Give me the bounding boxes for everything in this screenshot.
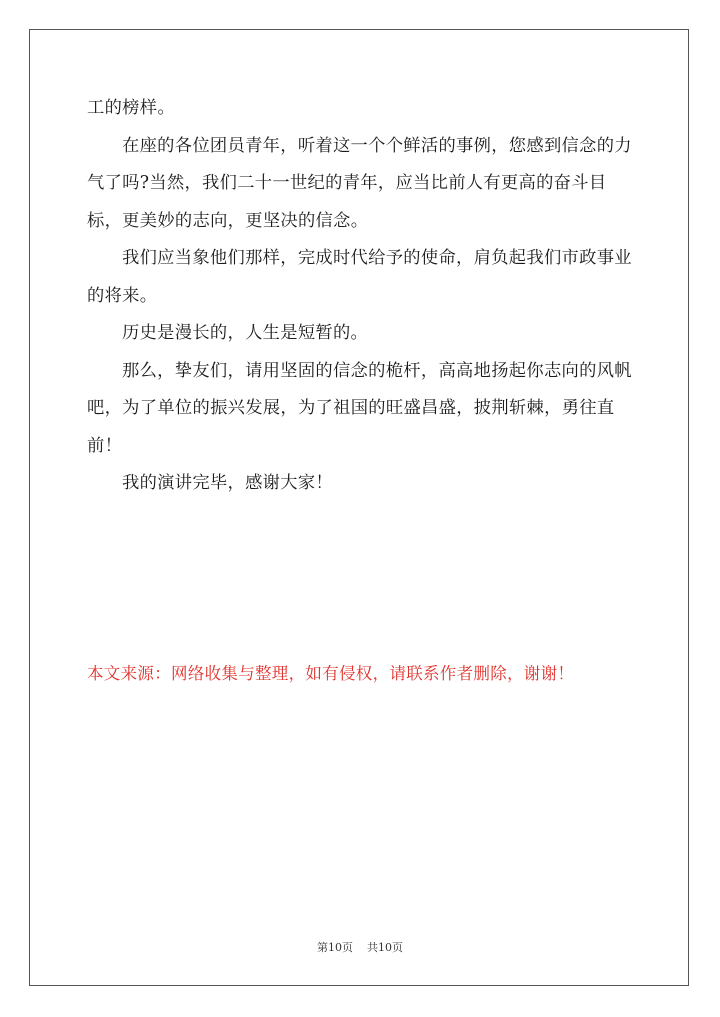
paragraph: 历史是漫长的，人生是短暂的。: [122, 323, 369, 343]
total-pages-label: 共10页: [367, 941, 403, 954]
paragraph-continuation: 工的榜样。: [87, 98, 175, 118]
paragraph: 我的演讲完毕，感谢大家！: [122, 473, 333, 493]
document-body: [87, 90, 637, 503]
paragraph: 我们应当象他们那样，完成时代给予的使命，肩负起我们市政事业的将来。: [87, 248, 632, 306]
page-footer: [0, 940, 720, 956]
paragraph: 在座的各位团员青年，听着这一个个鲜活的事例，您感到信念的力气了吗?当然，我们二十一世纪的青年，应当比前人有更高的奋斗目标，更美妙的志向，更坚决的信念。: [87, 135, 632, 231]
current-page-label: 第10页: [317, 941, 353, 954]
source-note: 本文来源：网络收集与整理，如有侵权，请联系作者删除，谢谢！: [87, 664, 575, 683]
paragraph: 那么，挚友们，请用坚固的信念的桅杆，高高地扬起你志向的风帆吧，为了单位的振兴发展，为了祖国的旺盛昌盛，披荆斩棘，勇往直前！: [87, 360, 632, 456]
